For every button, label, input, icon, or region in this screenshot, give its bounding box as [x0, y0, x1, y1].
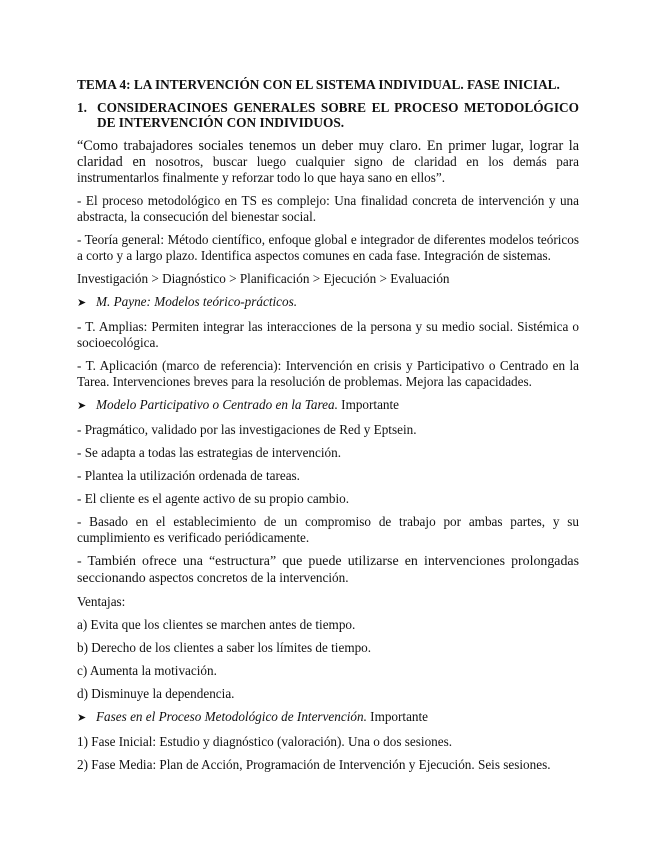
arrowhead-bullet-icon: ➤ [77, 712, 87, 724]
paragraph-amplias: - T. Amplias: Permiten integrar las interacciones de la persona y su medio social. Sistémica o socioecológica. [77, 319, 579, 350]
section-heading-1 [77, 100, 579, 130]
bullet-fases-italic: Fases en el Proceso Metodológico de Intervención. [96, 709, 367, 724]
list-item-c: c) Aumenta la motivación. [77, 663, 217, 678]
paragraph-basado: - Basado en el establecimiento de un compromiso de trabajo por ambas partes, y su cumplimiento es verificado periódicamente. [77, 514, 579, 545]
section-heading-text: CONSIDERACINOES GENERALES SOBRE EL PROCESO METODOLÓGICO DE INTERVENCIÓN CON INDIVIDUOS. [97, 100, 579, 130]
bullet-modelo-rest: Importante [337, 397, 400, 412]
bullet-modelo-text [96, 397, 399, 413]
bullet-fases [77, 709, 579, 726]
tambien-rest: aspectos concretos de la intervención. [148, 570, 349, 585]
paragraph-proceso: - El proceso metodológico en TS es complejo: Una finalidad concreta de intervención y una abstracta, la consecución del bienestar social. [77, 193, 579, 224]
paragraph-adapta: - Se adapta a todas las estrategias de intervención. [77, 445, 342, 460]
paragraph-secuencia: Investigación > Diagnóstico > Planificación > Ejecución > Evaluación [77, 271, 450, 286]
tambien-first-line: - También ofrece una “estructura” que puede utilizarse en intervenciones prolongadas seccionando [77, 554, 579, 586]
list-item-fase-1: 1) Fase Inicial: Estudio y diagnóstico (valoración). Una o dos sesiones. [77, 734, 453, 749]
bullet-payne-text: M. Payne: Modelos teórico-prácticos. [96, 294, 298, 309]
bullet-modelo-italic: Modelo Participativo o Centrado en la Tarea. [96, 397, 338, 412]
bullet-fases-rest: Importante [366, 709, 429, 724]
paragraph-plantea: - Plantea la utilización ordenada de tareas. [77, 468, 300, 483]
paragraph-teoria: - Teoría general: Método científico, enfoque global e integrador de diferentes modelos teóricos a corto y a largo plazo. Identifica aspectos comunes en cada fase. Integración de sistemas. [77, 232, 579, 263]
bullet-modelo [77, 397, 579, 414]
quote-paragraph [77, 138, 579, 186]
paragraph-aplicacion: - T. Aplicación (marco de referencia): Intervención en crisis y Participativo o Centrado en la Tarea. Intervenciones breves para la resolución de problemas. Mejora las capacidades. [77, 358, 579, 389]
bullet-payne [77, 294, 579, 311]
list-item-a: a) Evita que los clientes se marchen antes de tiempo. [77, 617, 356, 632]
list-item-fase-2: 2) Fase Media: Plan de Acción, Programación de Intervención y Ejecución. Seis sesiones. [77, 757, 551, 772]
quote-first-line: “Como trabajadores sociales tenemos un deber muy claro. En primer lugar, lograr la claridad en [77, 138, 579, 170]
paragraph-pragmatico: - Pragmático, validado por las investigaciones de Red y Eptsein. [77, 422, 417, 437]
arrowhead-bullet-icon: ➤ [77, 400, 87, 412]
arrowhead-bullet-icon: ➤ [77, 297, 87, 309]
section-number: 1. [77, 100, 87, 115]
list-item-b: b) Derecho de los clientes a saber los límites de tiempo. [77, 640, 372, 655]
document-title: TEMA 4: LA INTERVENCIÓN CON EL SISTEMA INDIVIDUAL. FASE INICIAL. [77, 77, 560, 92]
paragraph-ventajas: Ventajas: [77, 594, 126, 609]
quote-rest: nosotros, buscar luego cualquier signo de claridad en los demás para instrumentarlos finalmente y reforzar todo lo que haya sano en ellos”. [77, 154, 579, 185]
list-item-d: d) Disminuye la dependencia. [77, 686, 235, 701]
bullet-fases-text [96, 709, 428, 725]
paragraph-cliente: - El cliente es el agente activo de su propio cambio. [77, 491, 350, 506]
paragraph-tambien [77, 553, 579, 587]
document-page [77, 76, 579, 780]
